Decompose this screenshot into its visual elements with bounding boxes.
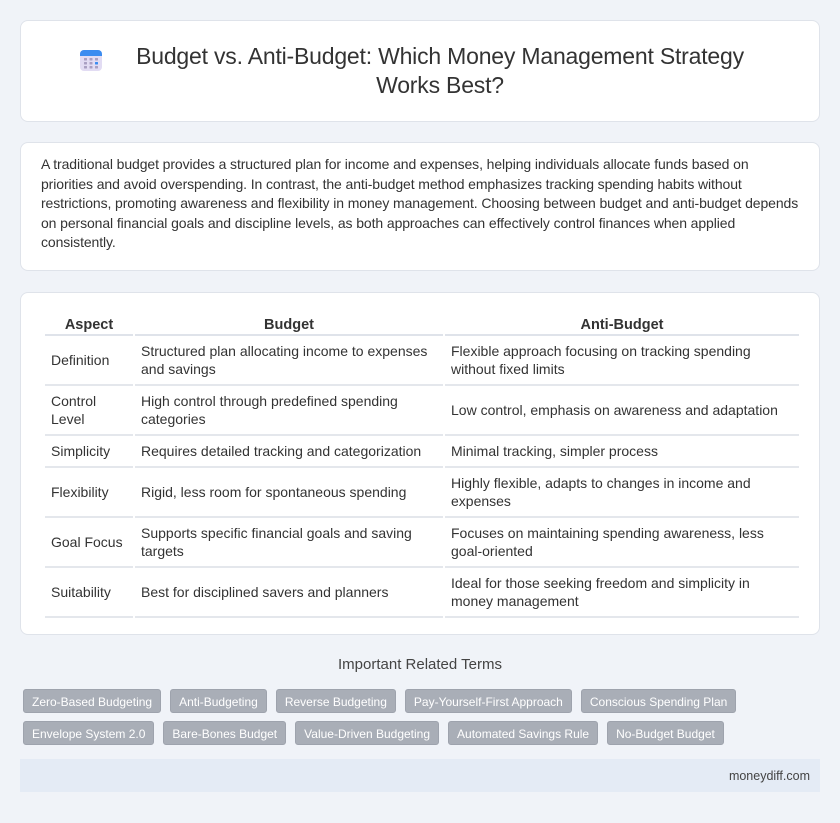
cell-anti-budget: Low control, emphasis on awareness and adaptation (445, 386, 799, 436)
cell-anti-budget: Ideal for those seeking freedom and simplicity in money management (445, 568, 799, 618)
header-budget: Budget (135, 307, 443, 336)
cell-budget: Requires detailed tracking and categorization (135, 436, 443, 468)
related-term-tag[interactable]: Automated Savings Rule (448, 721, 598, 745)
cell-budget: Structured plan allocating income to expenses and savings (135, 336, 443, 386)
cell-aspect: Control Level (45, 386, 133, 436)
cell-aspect: Simplicity (45, 436, 133, 468)
cell-aspect: Goal Focus (45, 518, 133, 568)
footer (20, 759, 820, 792)
related-term-tag[interactable]: Anti-Budgeting (170, 689, 267, 713)
table-row (45, 518, 799, 568)
site-name[interactable]: moneydiff.com (728, 768, 810, 783)
table-row (45, 568, 799, 618)
intro-paragraph: A traditional budget provides a structured plan for income and expenses, helping individuals allocate funds based on priorities and avoid overspending. In contrast, the anti-budget method emphasizes tracking spending habits without restrictions, promoting awareness and flexibility in money management. Choosing between budget and anti-budget depends on personal financial goals and discipline levels, as both approaches can effectively control finances when applied consistently. (41, 156, 799, 250)
related-term-tag[interactable]: Bare-Bones Budget (163, 721, 286, 745)
related-term-tag[interactable]: Reverse Budgeting (276, 689, 396, 713)
comparison-table-card (20, 292, 820, 635)
table-row (45, 386, 799, 436)
related-term-tag[interactable]: Zero-Based Budgeting (23, 689, 161, 713)
page-title: Budget vs. Anti-Budget: Which Money Management Strategy Works Best? (136, 43, 744, 98)
header-card (20, 20, 820, 122)
related-term-tag[interactable]: Conscious Spending Plan (581, 689, 736, 713)
cell-budget: High control through predefined spending categories (135, 386, 443, 436)
related-term-tag[interactable]: No-Budget Budget (607, 721, 724, 745)
cell-anti-budget: Minimal tracking, simpler process (445, 436, 799, 468)
cell-anti-budget: Focuses on maintaining spending awareness, less goal-oriented (445, 518, 799, 568)
cell-anti-budget: Flexible approach focusing on tracking spending without fixed limits (445, 336, 799, 386)
table-row (45, 436, 799, 468)
table-header-row (45, 307, 799, 336)
related-term-tag[interactable]: Value-Driven Budgeting (295, 721, 439, 745)
table-row (45, 336, 799, 386)
related-term-tag[interactable]: Pay-Yourself-First Approach (405, 689, 572, 713)
related-terms-list (23, 689, 823, 745)
cell-budget: Best for disciplined savers and planners (135, 568, 443, 618)
cell-budget: Supports specific financial goals and saving targets (135, 518, 443, 568)
cell-aspect: Definition (45, 336, 133, 386)
cell-aspect: Suitability (45, 568, 133, 618)
header-aspect: Aspect (45, 307, 133, 336)
cell-anti-budget: Highly flexible, adapts to changes in income and expenses (445, 468, 799, 518)
cell-budget: Rigid, less room for spontaneous spending (135, 468, 443, 518)
related-term-tag[interactable]: Envelope System 2.0 (23, 721, 154, 745)
table-row (45, 468, 799, 518)
related-terms-heading: Important Related Terms (338, 656, 502, 673)
header-anti-budget: Anti-Budget (445, 307, 799, 336)
comparison-table (43, 307, 801, 618)
intro-card (20, 142, 820, 271)
cell-aspect: Flexibility (45, 468, 133, 518)
